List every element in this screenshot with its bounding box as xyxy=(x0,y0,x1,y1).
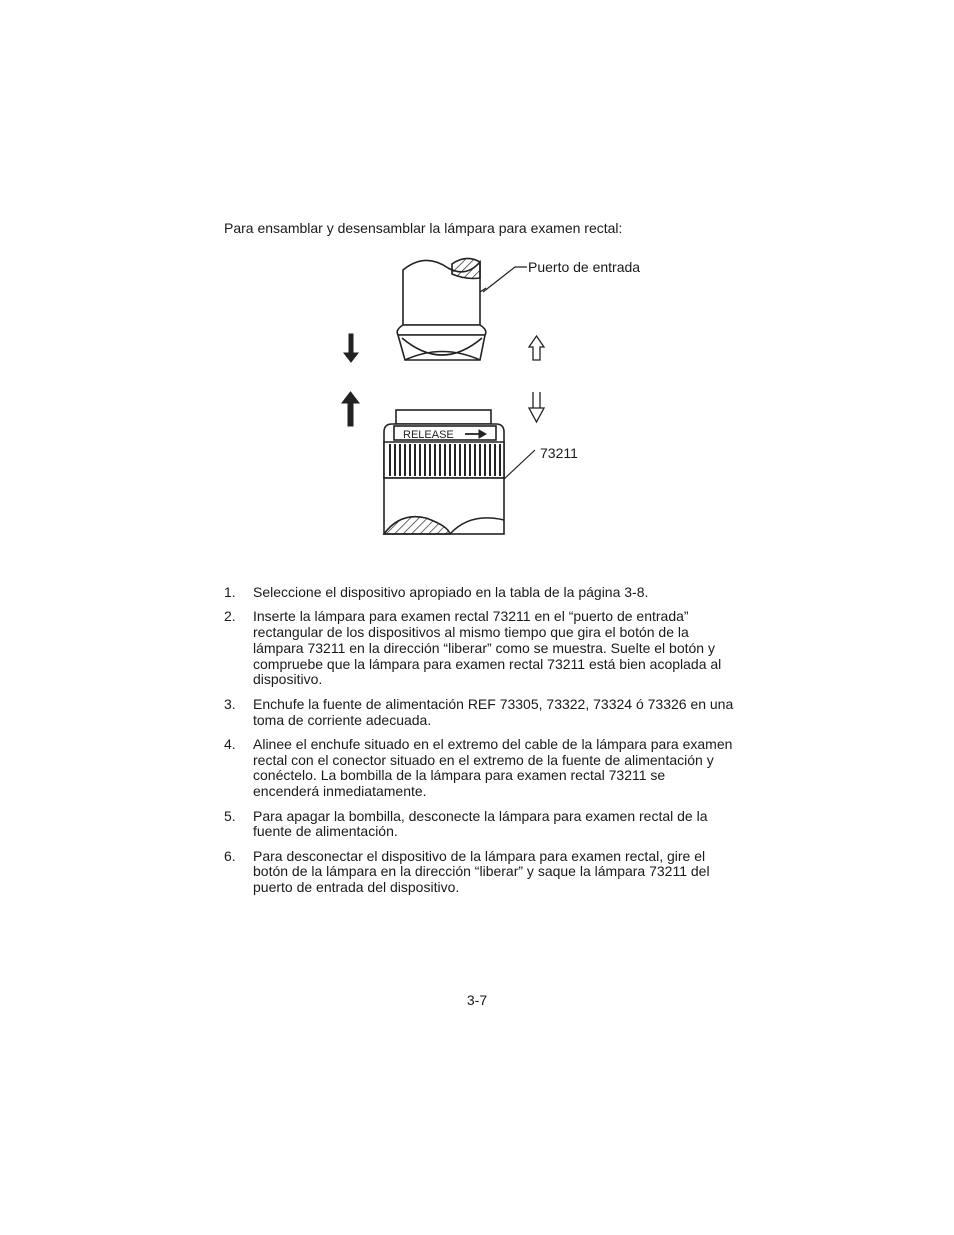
release-label: RELEASE xyxy=(403,429,454,441)
step-number: 4. xyxy=(224,735,236,752)
step-text: Para desconectar el dispositivo de la lámpara para examen rectal, gire el botón de la lámpara en la dirección “liberar” y saque la lámpara 73211 del puerto de entrada del dispositivo. xyxy=(253,847,710,896)
step-text: Alinee el enchufe situado en el extremo del cable de la lámpara para examen rectal con el conector situado en el extremo de la fuente de alimentación y conéctelo. La bombilla de la lámpara para examen rectal 73211 se encenderá inmediatamente. xyxy=(253,735,733,800)
step-text: Enchufe la fuente de alimentación REF 73305, 73322, 73324 ó 73326 en una toma de corriente adecuada. xyxy=(253,695,734,728)
step-text: Para apagar la bombilla, desconecte la lámpara para examen rectal de la fuente de alimentación. xyxy=(253,807,708,840)
callout-part-number: 73211 xyxy=(540,445,578,461)
step-number: 2. xyxy=(224,608,236,625)
solid-arrows xyxy=(342,334,359,426)
list-item xyxy=(224,849,734,896)
list-item xyxy=(224,609,734,688)
instruction-list xyxy=(224,585,734,905)
step-number: 1. xyxy=(224,584,236,600)
intro-text: Para ensamblar y desensamblar la lámpara para examen rectal: xyxy=(224,220,623,236)
list-item xyxy=(224,585,734,601)
page-number: 3-7 xyxy=(466,992,488,1008)
assembly-diagram xyxy=(330,250,670,550)
step-text: Seleccione el dispositivo apropiado en la tabla de la página 3-8. xyxy=(253,584,649,600)
step-number: 3. xyxy=(224,695,236,712)
list-item xyxy=(224,737,734,800)
callout-entry-port: Puerto de entrada xyxy=(528,259,641,275)
assembly-illustration xyxy=(330,250,670,550)
list-item xyxy=(224,697,734,729)
step-number: 6. xyxy=(224,847,236,864)
outline-arrows xyxy=(529,336,544,422)
list-item xyxy=(224,809,734,841)
step-text: Inserte la lámpara para examen rectal 73211 en el “puerto de entrada” rectangular de los dispositivos al mismo tiempo que gira el botón de la lámpara 73211 en la dirección “liberar” como se muestra. Suelte el botón y compruebe que la lámpara para examen rectal 73211 está bien acoplada al dispositivo. xyxy=(253,608,722,688)
instrument-head xyxy=(397,258,486,360)
step-number: 5. xyxy=(224,807,236,824)
